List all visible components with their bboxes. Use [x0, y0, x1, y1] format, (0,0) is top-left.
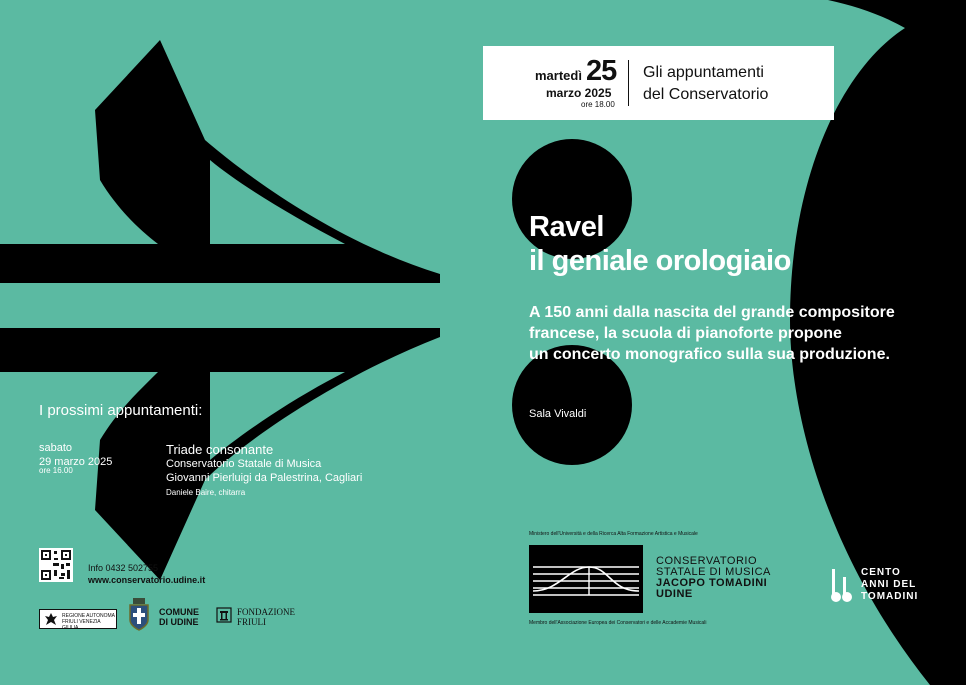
upcoming-title: Triade consonante	[166, 442, 274, 457]
event-title-line1: Ravel	[529, 211, 604, 243]
series-title-line1: Gli appuntamenti	[643, 64, 764, 81]
description-line: un concerto monografico sulla sua produzione.	[529, 346, 890, 363]
upcoming-date	[39, 441, 112, 469]
fondazione-emblem-icon	[216, 607, 232, 623]
centenary-logo-icon	[830, 567, 854, 605]
regione-text-line2: FRIULI VENEZIA GIULIA	[62, 619, 101, 631]
regione-text-line1: REGIONE AUTONOMA	[62, 613, 115, 619]
centenary-text	[861, 567, 918, 603]
event-description	[529, 302, 895, 365]
conservatorio-name	[656, 556, 771, 600]
event-day: 25	[586, 55, 617, 87]
cons-name-line2: STATALE DI MUSICA	[656, 566, 771, 578]
clef-upper-shape	[0, 40, 440, 283]
date-box	[483, 46, 834, 120]
info-phone[interactable]: Info 0432 502755	[88, 563, 159, 573]
comune-logo-text	[159, 607, 199, 627]
centenary-line1: CENTO	[861, 567, 901, 578]
upcoming-heading: I prossimi appuntamenti:	[39, 402, 203, 419]
event-month-year: marzo 2025	[546, 86, 612, 100]
ministry-text: Ministero dell'Università e della Ricerca Alta Formazione Artistica e Musicale	[529, 531, 698, 537]
upcoming-weekday: sabato	[39, 442, 73, 454]
eagle-icon	[44, 612, 58, 626]
upcoming-time: ore 16.00	[39, 466, 73, 475]
event-venue: Sala Vivaldi	[529, 408, 587, 420]
website-link[interactable]: www.conservatorio.udine.it	[88, 575, 206, 585]
event-time: ore 18.00	[581, 100, 615, 109]
regione-logo	[39, 609, 117, 629]
series-title-line2: del Conservatorio	[643, 86, 769, 103]
upcoming-location-line2: Giovanni Pierluigi da Palestrina, Cagliari	[166, 472, 363, 484]
event-title	[529, 210, 791, 278]
cons-name-line3: JACOPO TOMADINI	[656, 577, 768, 589]
member-text: Membro dell'Associazione Europea dei Conservatori e delle Accademie Musicali	[529, 620, 707, 626]
fondazione-logo-text	[237, 607, 295, 627]
comune-line2: DI UDINE	[159, 617, 199, 627]
upcoming-performer: Daniele Baire, chitarra	[166, 488, 246, 497]
event-title-line2: il geniale orologiaio	[529, 245, 791, 277]
cons-name-line4: UDINE	[656, 588, 693, 600]
udine-crest-icon	[127, 596, 151, 632]
centenary-line2: ANNI DEL	[861, 579, 917, 590]
description-line: A 150 anni dalla nascita del grande compositore	[529, 304, 895, 321]
conservatorio-logo-icon	[529, 545, 643, 613]
qr-code-icon[interactable]	[39, 548, 73, 582]
cons-name-line1: CONSERVATORIO	[656, 555, 758, 567]
fondazione-line2: FRIULI	[237, 617, 266, 627]
centenary-line3: TOMADINI	[861, 591, 919, 602]
date-divider	[628, 60, 629, 106]
event-weekday: martedì	[535, 68, 582, 83]
upcoming-date-text: 29 marzo 2025	[39, 456, 113, 468]
upcoming-location-line1: Conservatorio Statale di Musica	[166, 458, 322, 470]
fondazione-line1: FONDAZIONE	[237, 607, 295, 617]
description-line: francese, la scuola di pianoforte propone	[529, 325, 842, 342]
comune-line1: COMUNE	[159, 607, 199, 617]
